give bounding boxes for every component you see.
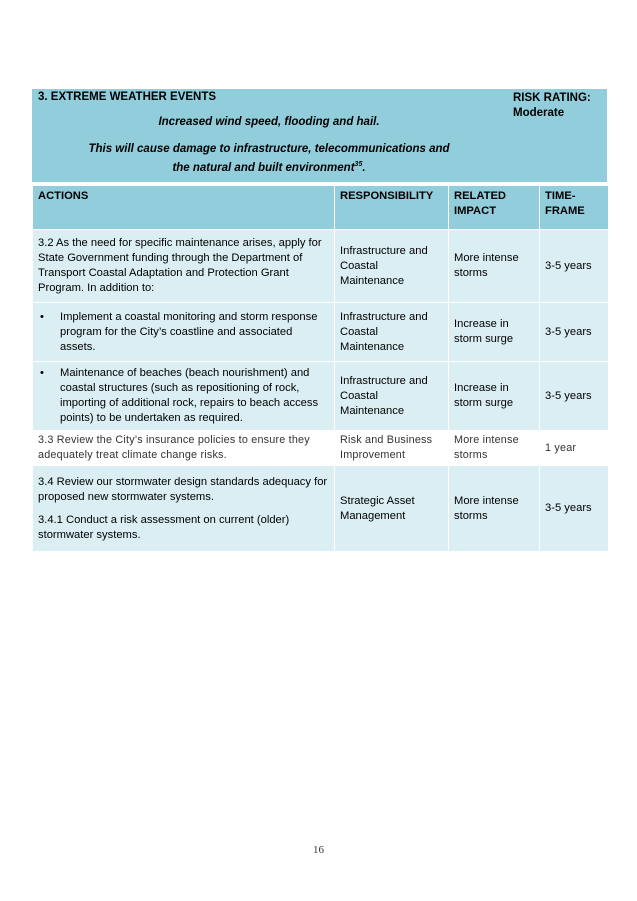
col-header-timeframe: TIME-FRAME [540, 186, 609, 230]
bullet-marker: • [40, 310, 44, 323]
page-number: 16 [313, 844, 324, 856]
timeframe-cell: 3-5 years [540, 303, 609, 362]
action-text-3-4-1: 3.4.1 Conduct a risk assessment on current (older) stormwater systems. [38, 513, 290, 541]
impact-cell: Increase in storm surge [449, 303, 540, 362]
risk-consequence-period: . [362, 161, 366, 174]
timeframe-cell: 1 year [540, 431, 609, 466]
action-cell [33, 466, 335, 552]
impact-cell: More intense storms [449, 466, 540, 552]
timeframe-cell: 3-5 years [540, 466, 609, 552]
footnote-ref: 35 [354, 161, 363, 168]
bullet-text: Implement a coastal monitoring and storm response program for the City’s coastline and associated assets. [60, 310, 318, 353]
risk-consequence-line-1: This will cause damage to infrastructure, telecommunications and [88, 143, 450, 155]
bullet-marker: • [40, 367, 44, 379]
table-row [33, 431, 609, 466]
impact-cell: Increase in storm surge [449, 362, 540, 431]
risk-description: Increased wind speed, flooding and hail. [158, 116, 380, 128]
table-row [33, 303, 609, 362]
section-title: 3. EXTREME WEATHER EVENTS [38, 91, 217, 103]
risk-header [32, 89, 607, 182]
responsibility-cell: Infrastructure and Coastal Maintenance [335, 362, 449, 431]
timeframe-cell: 3-5 years [540, 230, 609, 303]
action-cell: 3.3 Review the City’s insurance policies to ensure they adequately treat climate change risks. [33, 431, 335, 466]
action-cell [33, 362, 335, 431]
timeframe-cell: 3-5 years [540, 362, 609, 431]
col-header-impact: RELATED IMPACT [449, 186, 540, 230]
responsibility-cell: Infrastructure and Coastal Maintenance [335, 230, 449, 303]
risk-rating [513, 91, 591, 121]
risk-consequence-line-2 [32, 157, 506, 176]
impact-cell: More intense storms [449, 230, 540, 303]
action-cell [33, 303, 335, 362]
responsibility-cell: Infrastructure and Coastal Maintenance [335, 303, 449, 362]
responsibility-cell: Strategic Asset Management [335, 466, 449, 552]
action-cell: 3.2 As the need for specific maintenance arises, apply for State Government funding through the Department of Transport Coastal Adaptation and Protection Grant Program. In addition to: [33, 230, 335, 303]
bullet-text: Maintenance of beaches (beach nourishment) and coastal structures (such as repositioning of rock, importing of additional rock, repairs to beach access points) to be undertaken as required. [60, 367, 319, 424]
col-header-actions: ACTIONS [33, 186, 335, 230]
table-row [33, 362, 609, 431]
actions-table [32, 185, 609, 552]
risk-consequence [32, 142, 506, 176]
risk-consequence-text: the natural and built environment [172, 161, 355, 174]
table-row [33, 466, 609, 552]
risk-rating-label: RISK RATING: [513, 92, 591, 104]
table-header-row [33, 186, 609, 230]
risk-rating-value: Moderate [513, 107, 565, 119]
impact-cell: More intense storms [449, 431, 540, 466]
responsibility-cell: Risk and Business Improvement [335, 431, 449, 466]
table-row [33, 230, 609, 303]
action-text-3-4: 3.4 Review our stormwater design standards adequacy for proposed new stormwater systems. [38, 475, 328, 503]
col-header-responsibility: RESPONSIBILITY [335, 186, 449, 230]
